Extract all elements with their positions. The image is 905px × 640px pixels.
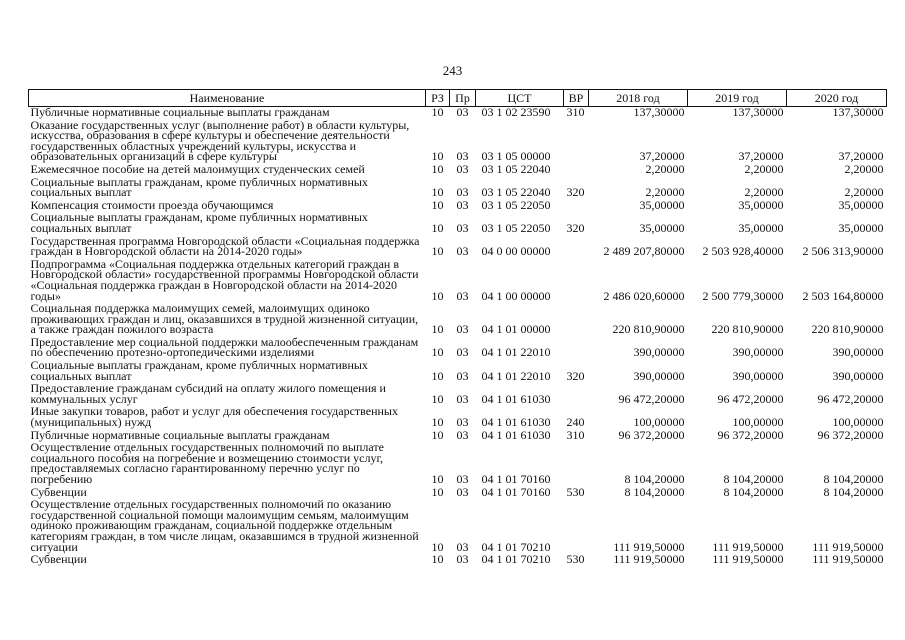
row-pr: 03	[456, 415, 469, 430]
table-header	[29, 90, 887, 107]
row-value-2019: 37,20000	[738, 149, 784, 164]
row-name: Публичные нормативные социальные выплаты гражданам	[30, 427, 330, 442]
row-cst: 04 1 01 22010	[481, 368, 551, 383]
header-cst: ЦСТ	[476, 90, 564, 107]
row-name: Осуществление отдельных государственных полномочий по оказанию государственной социальной помощи малоимущим семьям, малоимущим одиноко проживающим гражданам, социальной поддержке отдельным категориям граждан, в том числе лицам, оказавшимся в трудной жизненной ситуации	[30, 497, 419, 554]
budget-table	[28, 89, 887, 565]
row-value-2019: 2,20000	[744, 185, 784, 200]
table-row	[29, 198, 887, 211]
row-rz: 10	[431, 161, 444, 176]
row-name: Оказание государственных услуг (выполнение работ) в области культуры, искусства, образования в сфере культуры и обеспечение деятельности государственных областных учреждений культуры, искусства и образовательных организаций в сфере культуры	[30, 117, 410, 164]
row-value-2018: 111 919,50000	[613, 539, 685, 554]
header-rz: РЗ	[426, 90, 450, 107]
table-row	[29, 404, 887, 427]
row-vr	[564, 381, 589, 404]
row-value-2020: 8 104,20000	[823, 472, 884, 486]
row-value-2018: 111 919,50000	[613, 552, 685, 567]
row-vr: 320	[566, 220, 585, 235]
row-cst: 04 0 00 00000	[481, 244, 551, 259]
row-pr: 03	[456, 161, 469, 176]
row-vr	[564, 118, 589, 162]
row-value-2019: 8 104,20000	[723, 472, 784, 486]
row-value-2020: 2,20000	[844, 161, 884, 176]
row-value-2020: 2 506 313,90000	[802, 244, 884, 259]
row-value-2019: 2 500 779,30000	[702, 288, 784, 303]
row-name: Иные закупки товаров, работ и услуг для обеспечения государственных (муниципальных) нужд	[30, 404, 398, 430]
row-value-2018: 2 489 207,80000	[603, 244, 685, 259]
row-value-2019: 2 503 928,40000	[702, 244, 784, 259]
table-row	[29, 552, 887, 565]
row-rz: 10	[431, 391, 444, 406]
row-value-2020: 220 810,90000	[811, 322, 884, 337]
row-value-2018: 35,00000	[639, 197, 685, 212]
row-value-2020: 35,00000	[838, 197, 884, 212]
row-pr: 03	[456, 539, 469, 554]
row-value-2020: 96 372,20000	[817, 427, 884, 442]
row-pr: 03	[456, 472, 469, 486]
row-value-2020: 390,00000	[832, 345, 884, 360]
row-rz: 10	[431, 415, 444, 430]
row-value-2020: 137,30000	[832, 105, 884, 119]
row-vr: 240	[566, 415, 585, 430]
row-rz: 10	[431, 472, 444, 486]
header-2018: 2018 год	[589, 90, 688, 107]
row-value-2020: 2,20000	[844, 185, 884, 200]
header-pr: Пр	[450, 90, 476, 107]
row-value-2019: 96 472,20000	[717, 391, 784, 406]
row-vr	[564, 234, 589, 257]
row-vr	[564, 440, 589, 484]
row-rz: 10	[431, 345, 444, 360]
header-name: Наименование	[29, 90, 426, 107]
table-row	[29, 234, 887, 257]
row-cst: 04 1 01 61030	[481, 427, 551, 442]
row-vr	[564, 162, 589, 175]
row-value-2018: 96 472,20000	[618, 391, 685, 406]
row-value-2018: 8 104,20000	[624, 472, 685, 486]
row-value-2018: 220 810,90000	[612, 322, 685, 337]
table-row	[29, 210, 887, 233]
table-row	[29, 118, 887, 162]
row-vr: 310	[566, 427, 585, 442]
table-row	[29, 497, 887, 552]
row-value-2018: 2 486 020,60000	[603, 288, 685, 303]
table-row	[29, 257, 887, 301]
row-cst: 03 1 05 00000	[481, 149, 551, 164]
row-value-2018: 2,20000	[645, 161, 685, 176]
row-value-2020: 100,00000	[832, 415, 884, 430]
row-name: Социальные выплаты гражданам, кроме публичных нормативных социальных выплат	[30, 358, 368, 383]
row-value-2018: 137,30000	[633, 105, 685, 119]
row-name: Государственная программа Новгородской области «Социальная поддержка граждан в Новгородской области на 2014-2020 годы»	[30, 233, 420, 259]
row-value-2020: 111 919,50000	[812, 552, 884, 567]
row-name: Субвенции	[30, 552, 87, 567]
row-cst: 03 1 02 23590	[481, 105, 551, 119]
table-row	[29, 485, 887, 498]
row-value-2018: 100,00000	[633, 415, 685, 430]
row-rz: 10	[431, 185, 444, 200]
table-row	[29, 428, 887, 441]
row-pr: 03	[456, 288, 469, 303]
row-rz: 10	[431, 244, 444, 259]
header-2019: 2019 год	[688, 90, 787, 107]
row-value-2019: 111 919,50000	[712, 552, 784, 567]
row-rz: 10	[431, 427, 444, 442]
row-name: Подпрограмма «Социальная поддержка отдельных категорий граждан в Новгородской области» государственной программы Новгородской области «Социальная поддержка граждан в Новгородской области на 2014-2020 годы»	[30, 256, 419, 303]
budget-table-container	[28, 89, 886, 565]
row-pr: 03	[456, 322, 469, 337]
row-value-2020: 111 919,50000	[812, 539, 884, 554]
row-name: Субвенции	[30, 484, 87, 499]
row-name: Предоставление гражданам субсидий на оплату жилого помещения и коммунальных услуг	[30, 381, 386, 406]
row-cst: 04 1 01 61030	[481, 415, 551, 430]
row-pr: 03	[456, 552, 469, 567]
row-pr: 03	[456, 220, 469, 235]
row-name: Социальная поддержка малоимущих семей, малоимущих одиноко проживающих граждан и лиц, оказавшихся в трудной жизненной ситуации, а также граждан пожилого возраста	[30, 301, 419, 337]
row-value-2018: 390,00000	[633, 345, 685, 360]
row-pr: 03	[456, 197, 469, 212]
row-name: Ежемесячное пособие на детей малоимущих студенческих семей	[30, 161, 365, 176]
row-value-2019: 390,00000	[732, 345, 784, 360]
row-cst: 03 1 05 22050	[481, 197, 551, 212]
row-value-2019: 220 810,90000	[711, 322, 784, 337]
row-value-2019: 137,30000	[732, 105, 784, 119]
row-value-2019: 35,00000	[738, 220, 784, 235]
row-cst: 04 1 01 61030	[481, 391, 551, 406]
row-name: Осуществление отдельных государственных полномочий по выплате социального пособия на погребение и возмещению стоимости услуг, предоставляемых согласно гарантированному перечню услуг по погребению	[30, 440, 384, 486]
row-cst: 04 1 01 00000	[481, 322, 551, 337]
row-cst: 04 1 01 70210	[481, 552, 551, 567]
row-vr	[564, 497, 589, 552]
row-value-2020: 96 472,20000	[817, 391, 884, 406]
table-row	[29, 381, 887, 404]
row-value-2018: 96 372,20000	[618, 427, 685, 442]
table-row	[29, 301, 887, 335]
row-rz: 10	[431, 539, 444, 554]
row-name: Компенсация стоимости проезда обучающимся	[30, 197, 274, 212]
row-value-2018: 390,00000	[633, 368, 685, 383]
table-body	[29, 107, 887, 565]
row-vr: 530	[566, 552, 585, 567]
row-rz: 10	[431, 220, 444, 235]
header-2020: 2020 год	[787, 90, 887, 107]
row-vr	[564, 198, 589, 211]
row-value-2020: 35,00000	[838, 220, 884, 235]
table-row	[29, 440, 887, 484]
row-value-2020: 390,00000	[832, 368, 884, 383]
row-value-2019: 111 919,50000	[712, 539, 784, 554]
row-value-2019: 100,00000	[732, 415, 784, 430]
table-row	[29, 175, 887, 198]
row-cst: 03 1 05 22040	[481, 161, 551, 176]
header-vr: ВР	[564, 90, 589, 107]
row-value-2019: 2,20000	[744, 161, 784, 176]
row-value-2020: 8 104,20000	[823, 484, 884, 499]
row-pr: 03	[456, 345, 469, 360]
row-value-2018: 8 104,20000	[624, 484, 685, 499]
row-value-2019: 8 104,20000	[723, 484, 784, 499]
row-rz: 10	[431, 105, 444, 119]
row-pr: 03	[456, 105, 469, 119]
row-pr: 03	[456, 368, 469, 383]
row-value-2020: 2 503 164,80000	[802, 288, 884, 303]
row-cst: 04 1 01 70210	[481, 539, 551, 554]
row-value-2018: 2,20000	[645, 185, 685, 200]
row-value-2018: 37,20000	[639, 149, 685, 164]
table-row	[29, 335, 887, 358]
row-vr	[564, 257, 589, 301]
row-cst: 03 1 05 22050	[481, 220, 551, 235]
table-row	[29, 162, 887, 175]
row-value-2019: 35,00000	[738, 197, 784, 212]
row-rz: 10	[431, 197, 444, 212]
row-name: Предоставление мер социальной поддержки малообеспеченным гражданам по обеспечению протезно-ортопедическими изделиями	[30, 334, 419, 360]
row-cst: 03 1 05 22040	[481, 185, 551, 200]
row-pr: 03	[456, 427, 469, 442]
row-rz: 10	[431, 149, 444, 164]
row-name: Социальные выплаты гражданам, кроме публичных нормативных социальных выплат	[30, 210, 368, 235]
row-cst: 04 1 01 70160	[481, 484, 551, 499]
row-value-2018: 35,00000	[639, 220, 685, 235]
row-value-2020: 37,20000	[838, 149, 884, 164]
row-vr	[564, 301, 589, 335]
row-cst: 04 1 01 22010	[481, 345, 551, 360]
row-pr: 03	[456, 244, 469, 259]
table-row	[29, 107, 887, 118]
row-pr: 03	[456, 391, 469, 406]
row-rz: 10	[431, 484, 444, 499]
header-row	[29, 90, 887, 107]
row-pr: 03	[456, 484, 469, 499]
row-vr: 530	[566, 484, 585, 499]
row-pr: 03	[456, 149, 469, 164]
row-value-2019: 390,00000	[732, 368, 784, 383]
table-row	[29, 358, 887, 381]
row-name: Социальные выплаты гражданам, кроме публичных нормативных социальных выплат	[30, 174, 368, 200]
row-rz: 10	[431, 368, 444, 383]
row-value-2019: 96 372,20000	[717, 427, 784, 442]
row-rz: 10	[431, 552, 444, 567]
page-number: 243	[442, 63, 463, 78]
row-rz: 10	[431, 288, 444, 303]
row-vr	[564, 335, 589, 358]
row-cst: 04 1 01 70160	[481, 472, 551, 486]
row-vr: 310	[566, 105, 585, 119]
row-pr: 03	[456, 185, 469, 200]
row-vr: 320	[566, 185, 585, 200]
row-name: Публичные нормативные социальные выплаты гражданам	[30, 105, 330, 119]
row-rz: 10	[431, 322, 444, 337]
row-cst: 04 1 00 00000	[481, 288, 551, 303]
row-vr: 320	[566, 368, 585, 383]
